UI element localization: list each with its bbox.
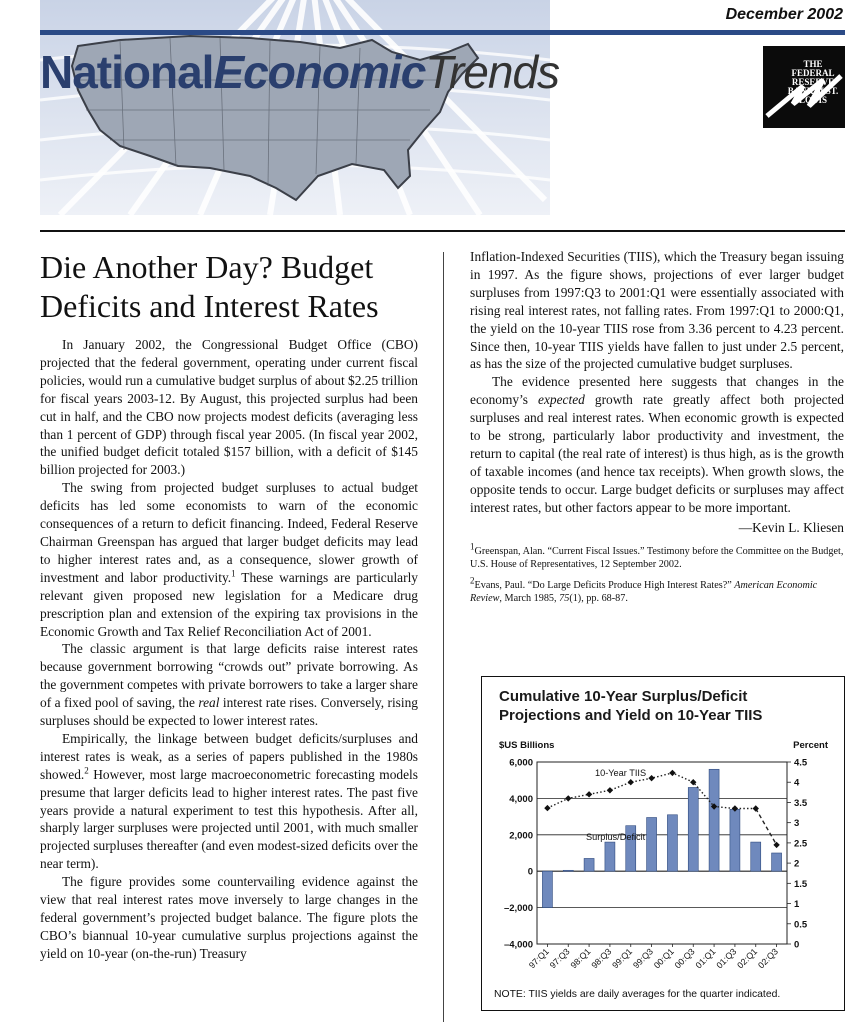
footnote-ref-1: 1: [231, 568, 236, 579]
surplus-deficit-bar: [605, 842, 615, 871]
x-tick-label: 98:Q1: [568, 946, 593, 971]
author-signature: —Kevin L. Kliesen: [738, 519, 844, 535]
left-axis-label: $US Billions: [499, 740, 555, 751]
masthead: [0, 0, 855, 222]
title-national: National: [40, 46, 214, 98]
x-tick-label: 02:Q3: [755, 946, 780, 971]
surplus-deficit-bar: [563, 870, 573, 871]
tiis-marker: [607, 787, 613, 793]
paragraph-4-text: Empirically, the linkage between budget deficits/surpluses and interest rates is weak, as a series of papers published in the 1980s showed.: [40, 730, 418, 782]
surplus-deficit-bar: [647, 818, 657, 872]
x-tick-label: 02:Q1: [735, 946, 760, 971]
x-tick-label: 01:Q3: [714, 946, 739, 971]
chart-title: Cumulative 10-Year Surplus/Deficit Projections and Yield on 10-Year TIIS: [499, 688, 763, 724]
paragraph-2: [40, 479, 418, 640]
x-tick-label: 97:Q3: [547, 946, 572, 971]
footnote-2-date: , March 1985,: [499, 593, 560, 604]
right-tick-label: 4: [794, 777, 800, 789]
paragraph-3-tail: interest rate rises. Conversely, rising surpluses should be expected to lower interest rates.: [40, 695, 418, 729]
paragraph-3-text: The classic argument is that large deficits raise interest rates because government borrowing “crowds out” private borrowing. As the government competes with private borrowers to take a larger share of a fixed pool of saving, the: [40, 641, 418, 711]
tiis-marker: [586, 791, 592, 797]
x-tick-label: 00:Q3: [672, 946, 697, 971]
x-tick-label: 99:Q1: [610, 946, 635, 971]
footnote-ref-2: 2: [84, 765, 89, 776]
tiis-marker: [669, 770, 675, 776]
left-tick-label: 2,000: [509, 830, 533, 842]
footnote-2-volume: 75: [559, 593, 570, 604]
footnote-1-text: Greenspan, Alan. “Current Fiscal Issues.” Testimony before the Committee on the Budget, U.S. House of Representatives, 12 September 2002.: [470, 545, 844, 570]
paragraph-7: [470, 373, 844, 516]
left-tick-label: 4,000: [509, 793, 533, 805]
footnote-2-pages: (1), pp. 68-87.: [569, 593, 628, 604]
paragraph-2-tail: These warnings are particularly relevant given proposed new legislation for a Medicare drug prescription plan and extension of the expiring tax provisions in the Economic Growth and Tax Relief Reconciliation Act of 2001.: [40, 569, 418, 639]
left-tick-label: –4,000: [503, 939, 533, 951]
tiis-marker: [565, 795, 571, 801]
masthead-rule: [40, 30, 845, 35]
left-tick-label: –2,000: [503, 903, 533, 915]
surplus-deficit-bar: [709, 769, 719, 871]
x-tick-label: 00:Q1: [651, 946, 676, 971]
right-tick-label: 0: [794, 939, 800, 951]
footnote-2-journal: American Economic Review: [470, 579, 818, 604]
paragraph-6: Inflation-Indexed Securities (TIIS), which the Treasury began issuing in 1997. As the figure shows, projections of ever larger budget surpluses from 1997:Q3 to 2001:Q1 were essentially associated with rising real interest rates, not falling rates. From 1997:Q1 to 2000:Q1, the yield on the 10-year TIIS rose from 3.36 percent to 4.23 percent. Since then, 10-year TIIS yields have fallen to just under 2.5 percent, as has the size of the projected cumulative budget surpluses.: [470, 249, 844, 372]
column-divider: [443, 252, 444, 1022]
tiis-line-tail: [756, 809, 777, 845]
right-tick-label: 0.5: [794, 919, 808, 931]
federal-reserve-logo: [763, 46, 845, 128]
publication-title: [40, 44, 559, 100]
x-tick-label: 97:Q1: [526, 946, 551, 971]
tiis-marker: [773, 842, 779, 848]
footnote-2-marker: 2: [470, 575, 475, 586]
right-tick-label: 4.5: [794, 757, 808, 769]
surplus-series-label: Surplus/Deficit: [586, 832, 646, 842]
paragraph-5: The figure provides some countervailing evidence against the view that real interest rates move inversely to large changes in the federal government’s projected budget balance. The figure plots the CBO’s biannual 10-year cumulative surplus projections against the yield on 10-year (on-the-run) Treasury: [40, 874, 418, 961]
right-axis-label: Percent: [793, 740, 828, 751]
tiis-marker: [753, 805, 759, 811]
logo-text: THE FEDERAL RESERVE BANK of ST. LOUIS: [787, 59, 839, 105]
article-headline: Die Another Day? Budget Deficits and Interest Rates: [40, 249, 379, 324]
tiis-series-label: 10-Year TIIS: [595, 768, 647, 778]
surplus-deficit-bar: [730, 809, 740, 871]
paragraph-7-text: The evidence presented here suggests that changes in the economy’s: [470, 374, 844, 408]
surplus-deficit-bar: [772, 853, 782, 871]
right-tick-label: 3: [794, 818, 800, 830]
footnote-1-marker: 1: [470, 541, 475, 552]
x-tick-label: 98:Q3: [589, 946, 614, 971]
surplus-deficit-bar: [688, 787, 698, 871]
surplus-deficit-bar: [751, 842, 761, 871]
right-tick-label: 1: [794, 899, 800, 911]
right-tick-label: 3.5: [794, 797, 808, 809]
section-rule: [40, 230, 845, 232]
paragraph-7-tail: growth rate greatly affect both projected surpluses and real interest rates. When economic growth is expected to be strong, particularly labor productivity and investment, the return to capital (the real rate of interest) is thus high, as is the growth of taxable incomes (and hence tax receipts). When growth slows, the opposite tends to occur. Large budget deficits or surpluses may affect interest rates, but other factors appear to be more important.: [470, 392, 844, 515]
paragraph-2-text: The swing from projected budget surpluses to actual budget deficits has led some economists to warn of the economic consequences of a return to deficit financing. Indeed, Federal Reserve Chairman Greenspan has argued that larger budget deficits may lead to higher interest rates and, as a consequence, slower growth of investment and labor productivity.: [40, 480, 418, 585]
chart-plot: [482, 677, 846, 1012]
tiis-marker: [648, 775, 654, 781]
chart-note: NOTE: TIIS yields are daily averages for the quarter indicated.: [494, 989, 781, 1000]
footnote-1: [470, 541, 844, 572]
title-economic: Economic: [213, 46, 426, 98]
surplus-deficit-bar: [584, 858, 594, 871]
paragraph-4: [40, 730, 418, 873]
right-tick-label: 2.5: [794, 838, 808, 850]
footnotes: [470, 541, 844, 606]
emphasis-real: real: [198, 695, 220, 711]
paragraph-3: [40, 640, 418, 730]
tiis-marker: [544, 805, 550, 811]
chart-figure: [481, 676, 845, 1011]
tiis-marker: [628, 779, 634, 785]
paragraph-4-tail: However, most large macroeconometric forecasting models presume that larger deficits lead to higher interest rates. The past five years provide a natural experiment to test this hypothesis. After all, sharply larger surpluses were projected until 2001, with much smaller projected surpluses thereafter (and even modest-sized deficits over the near term).: [40, 766, 418, 872]
right-tick-label: 2: [794, 858, 800, 870]
paragraph-1: In January 2002, the Congressional Budget Office (CBO) projected that the federal government, operating under current fiscal policies, would run a cumulative budget surplus of about $2.25 trillion for fiscal years 2003-12. By August, this projected surplus had been cut in half, and the CBO now projects modest deficits (averaging less than 1 percent of GDP) through fiscal year 2005. (In fiscal year 2002, the unified budget deficit totaled $157 billion, with a deficit of $145 billion projected for 2003.): [40, 337, 418, 478]
surplus-deficit-bar: [667, 815, 677, 871]
issue-date: December 2002: [725, 6, 843, 23]
left-tick-label: 6,000: [509, 757, 533, 769]
article-right-column: [470, 248, 844, 613]
emphasis-expected: expected: [538, 392, 585, 408]
right-tick-label: 1.5: [794, 878, 808, 890]
x-tick-label: 01:Q1: [693, 946, 718, 971]
left-tick-label: 0: [527, 866, 533, 878]
plot-frame: [537, 762, 787, 944]
x-tick-label: 99:Q3: [630, 946, 655, 971]
footnote-2: [470, 575, 844, 606]
article-left-column: [40, 248, 418, 963]
title-trends: Trends: [425, 46, 560, 98]
footnote-2-text: Evans, Paul. “Do Large Deficits Produce High Interest Rates?”: [474, 579, 735, 591]
surplus-deficit-bar: [542, 871, 552, 907]
